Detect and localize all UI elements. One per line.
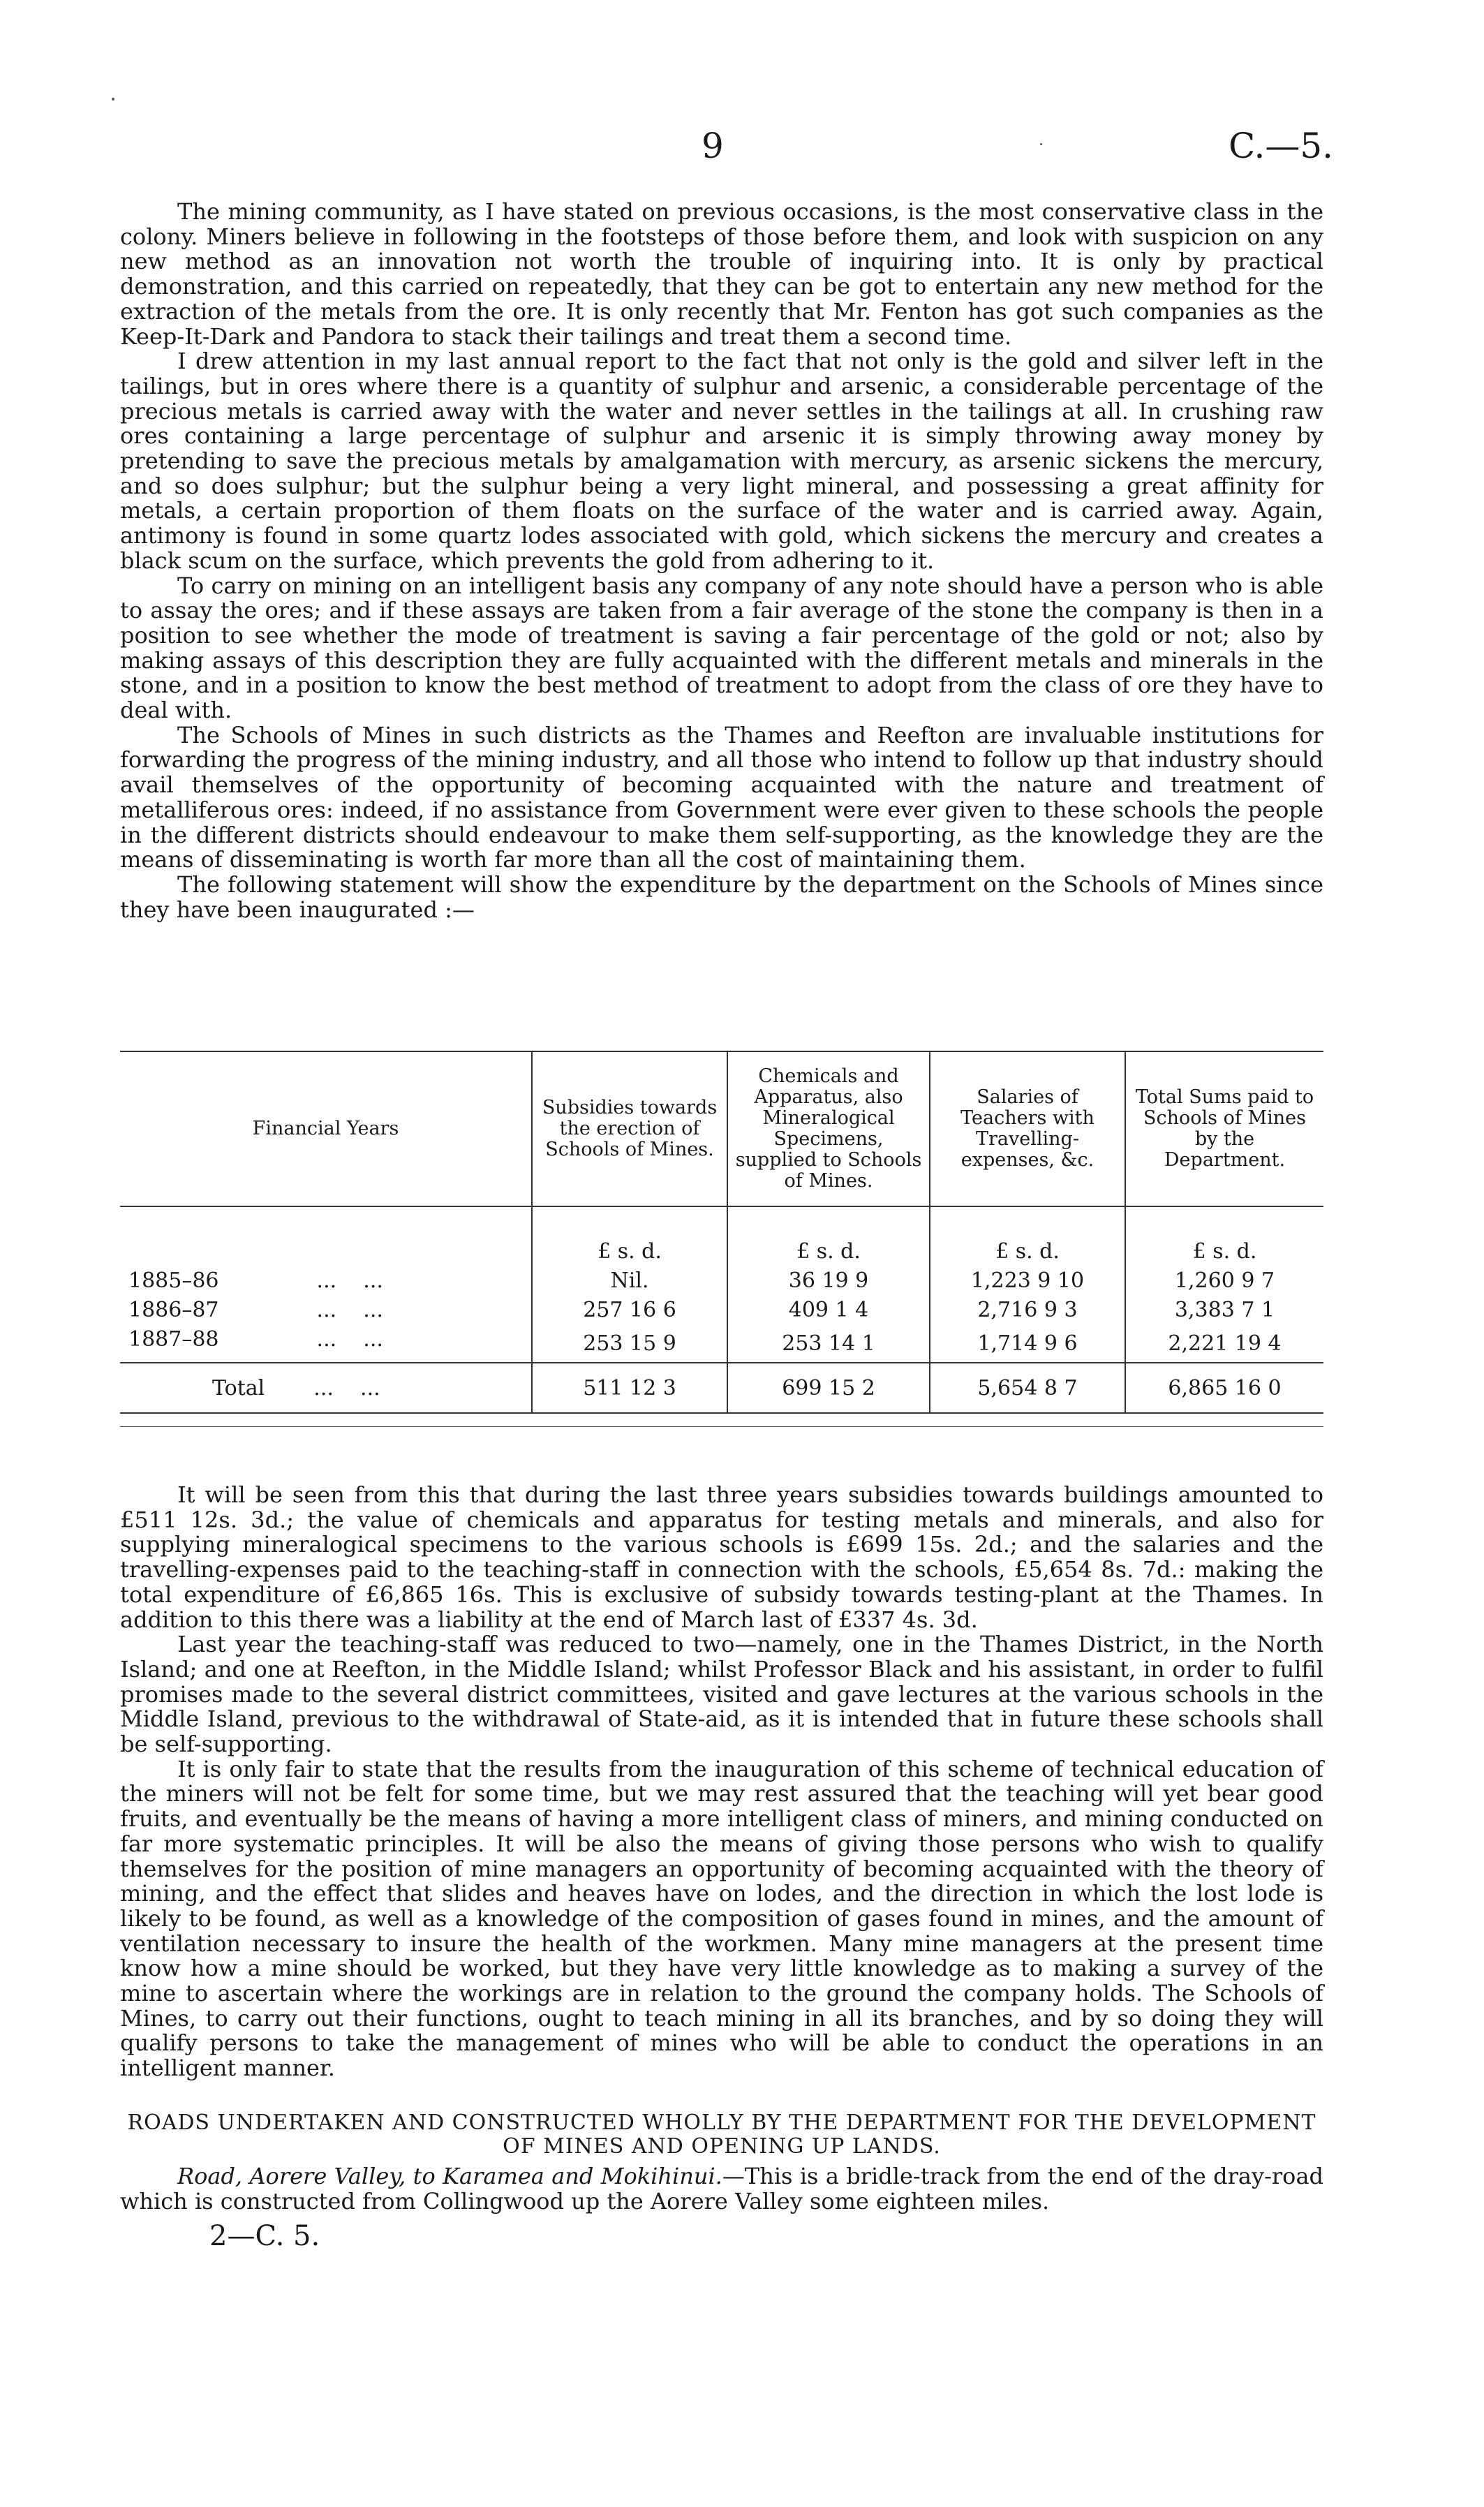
- cell-subsidies: 253 15 9: [532, 1324, 727, 1363]
- header-financial-years: Financial Years: [120, 1051, 532, 1206]
- cell-total: 3,383 7 1: [1125, 1295, 1323, 1324]
- paragraph: To carry on mining on an intelligent basis any company of any note should have a person who is able to assay the ores; and if these assays are taken from a fair average of the stone the company is then in a position to see whether the mode of treatment is saving a fair percentage of the gold or not; also by making assays of this description they are fully acquainted with the different metals and minerals in the stone, and in a position to know the best method of treatment to adopt from the class of ore they have to deal with.: [120, 572, 1323, 724]
- paragraph: It will be seen from this that during the last three years subsidies towards buildings amounted to £511 12s. 3d.; the value of chemicals and apparatus for testing metals and minerals, and also for supplying mineralogical specimens to the various schools is £699 15s. 2d.; and the salaries and the travelling-expenses paid to the teaching-staff in connection with the schools, £5,654 8s. 7d.: making the total expenditure of £6,865 16s. This is exclusive of subsidy towards testing-plant at the Thames. In addition to this there was a liability at the end of March last of £337 4s. 3d.: [120, 1481, 1323, 1633]
- paragraph: The following statement will show the expenditure by the department on the Schools of Mines since they have been inaugurated :—: [120, 871, 1323, 923]
- table-row: [120, 1295, 1323, 1324]
- table-header-row: [120, 1051, 1323, 1206]
- paragraph: Last year the teaching-staff was reduced to two—namely, one in the Thames District, in the North Island; and one at Reefton, in the Middle Island; whilst Professor Black and his assistant, in order to fulfil promises made to the several district committees, visited and gave lectures at the various schools in the Middle Island, previous to the withdrawal of State-aid, as it is intended that in future these schools shall be self-supporting.: [120, 1631, 1323, 1758]
- table-row: [120, 1324, 1323, 1363]
- units: £ s. d.: [532, 1206, 727, 1266]
- cell-chemicals: 36 19 9: [727, 1266, 930, 1295]
- scan-speck: [112, 98, 114, 101]
- road-text: [120, 2164, 1323, 2214]
- header-salaries: Salaries of Teachers with Travelling-expenses, &c.: [930, 1051, 1125, 1206]
- row-label: 1886–87 ... ...: [128, 1297, 383, 1322]
- signature-mark: 2—C. 5.: [209, 2220, 320, 2252]
- paragraph: The Schools of Mines in such districts as the Thames and Reefton are invaluable institutions for forwarding the progress of the mining industry, and all those who intend to follow up that industry should avail themselves of the opportunity of becoming acquainted with the nature and treatment of metalliferous ores: indeed, if no assistance from Government were ever given to these schools the people in the different districts should endeavour to make them self-supporting, as the knowledge they are the means of disseminating is worth far more than all the cost of maintaining them.: [120, 721, 1323, 873]
- cell-chemicals: 253 14 1: [727, 1324, 930, 1363]
- units-row: [120, 1206, 1323, 1266]
- total-label: Total ... ...: [120, 1363, 532, 1413]
- document-code: C.—5.: [1229, 126, 1334, 166]
- row-label: 1887–88 ... ...: [128, 1326, 383, 1352]
- row-label: 1885–86 ... ...: [128, 1268, 383, 1293]
- table-bottom-rule: [120, 1414, 1323, 1427]
- units: £ s. d.: [727, 1206, 930, 1266]
- body-text-top: [120, 200, 1323, 922]
- cell-subsidies: Nil.: [532, 1266, 727, 1295]
- cell-total: 2,221 19 4: [1125, 1324, 1323, 1363]
- units: £ s. d.: [930, 1206, 1125, 1266]
- cell-salaries: 1,714 9 6: [930, 1324, 1125, 1363]
- scan-speck: [1040, 143, 1042, 145]
- header-total-sums: Total Sums paid to Schools of Mines by the Department.: [1125, 1051, 1323, 1206]
- paragraph: The mining community, as I have stated on previous occasions, is the most conservative class in the colony. Miners believe in following in the footsteps of those before them, and look with suspicion on any new method as an innovation not worth the trouble of inquiring into. It is only by practical demonstration, and this carried on repeatedly, that they can be got to entertain any new method for the extraction of the metals from the ore. It is only recently that Mr. Fenton has got such companies as the Keep-It-Dark and Pandora to stack their tailings and treat them a second time.: [120, 198, 1323, 350]
- total-total: 6,865 16 0: [1125, 1363, 1323, 1413]
- cell-subsidies: 257 16 6: [532, 1295, 727, 1324]
- road-description: —This is a bridle-track from the end of the dray-road which is constructed from Collingwood up the Aorere Valley some eighteen miles.: [120, 2163, 1324, 2214]
- cell-chemicals: 409 1 4: [727, 1295, 930, 1324]
- road-title: Road, Aorere Valley, to Karamea and Mokihinui.: [177, 2163, 722, 2189]
- units: £ s. d.: [1125, 1206, 1323, 1266]
- page-number: 9: [702, 126, 724, 166]
- header-chemicals: Chemicals and Apparatus, also Mineralogical Specimens, supplied to Schools of Mines.: [727, 1051, 930, 1206]
- cell-total: 1,260 9 7: [1125, 1266, 1323, 1295]
- cell-salaries: 2,716 9 3: [930, 1295, 1125, 1324]
- table-row: [120, 1266, 1323, 1295]
- paragraph: I drew attention in my last annual report to the fact that not only is the gold and silver left in the tailings, but in ores where there is a quantity of sulphur and arsenic, a considerable percentage of the precious metals is carried away with the water and never settles in the tailings at all. In crushing raw ores containing a large percentage of sulphur and arsenic it is simply throwing away money by pretending to save the precious metals by amalgamation with mercury, as arsenic sickens the mercury, and so does sulphur; but the sulphur being a very light mineral, and possessing a great affinity for metals, a certain proportion of them floats on the surface of the water and is carried away. Again, antimony is found in some quartz lodes associated with gold, which sickens the mercury and creates a black scum on the surface, which prevents the gold from adhering to it.: [120, 348, 1323, 574]
- total-salaries: 5,654 8 7: [930, 1363, 1125, 1413]
- units-blank: [120, 1206, 532, 1266]
- body-text-bottom: [120, 1483, 1323, 2081]
- expenditure-table: [120, 1051, 1323, 1427]
- total-subsidies: 511 12 3: [532, 1363, 727, 1413]
- header-subsidies: Subsidies towards the erection of Schools of Mines.: [532, 1051, 727, 1206]
- total-row: [120, 1363, 1323, 1413]
- total-chemicals: 699 15 2: [727, 1363, 930, 1413]
- paragraph: It is only fair to state that the results from the inauguration of this scheme of technical education of the miners will not be felt for some time, but we may rest assured that the teaching will yet bear good fruits, and eventually be the means of having a more intelligent class of miners, and mining conducted on far more systematic principles. It will be also the means of giving those persons who wish to qualify themselves for the position of mine managers an opportunity of becoming acquainted with the theory of mining, and the effect that slides and heaves have on lodes, and the direction in which the lost lode is likely to be found, as well as a knowledge of the composition of gases found in mines, and the amount of ventilation necessary to insure the health of the workmen. Many mine managers at the present time know how a mine should be worked, but they have very little knowledge as to making a survey of the mine to ascertain where the workings are in relation to the ground the company holds. The Schools of Mines, to carry out their functions, ought to teach mining in all its branches, and by so doing they will qualify persons to take the management of mines who will be able to conduct the operations in an intelligent manner.: [120, 1755, 1323, 2082]
- section-heading: ROADS UNDERTAKEN AND CONSTRUCTED WHOLLY BY THE DEPARTMENT FOR THE DEVELOPMENT OF MINES AND OPENING UP LANDS.: [127, 2110, 1316, 2159]
- cell-salaries: 1,223 9 10: [930, 1266, 1125, 1295]
- road-paragraph: [120, 2164, 1323, 2214]
